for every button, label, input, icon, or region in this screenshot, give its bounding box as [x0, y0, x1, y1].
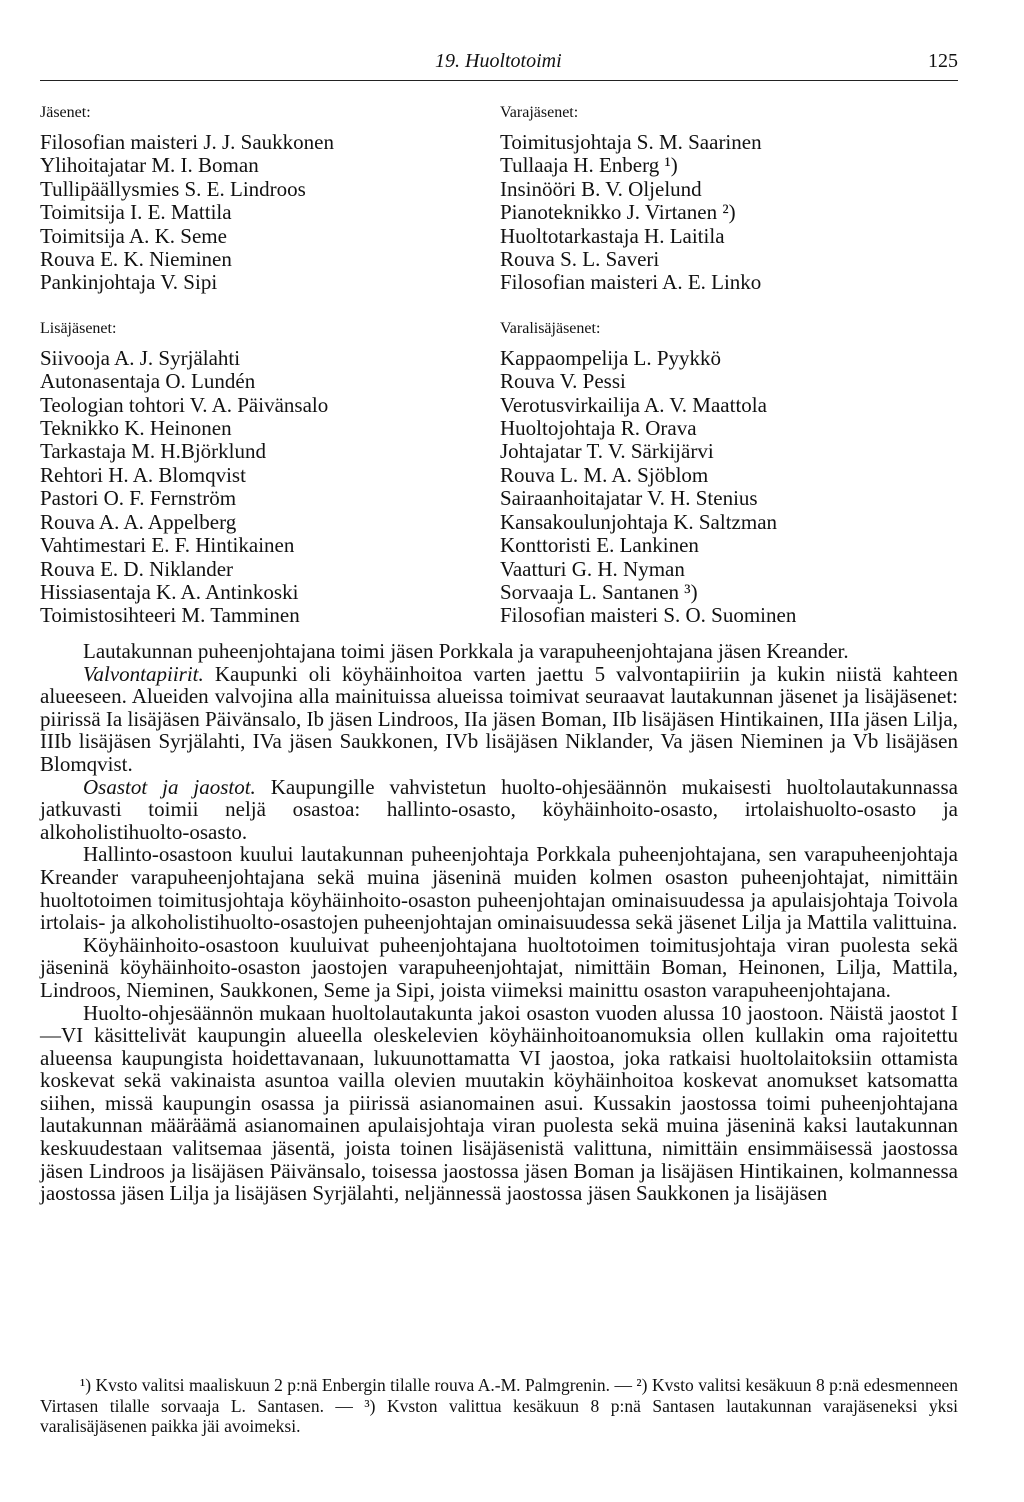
list-item: Teologian tohtori V. A. Päivänsalo [40, 392, 329, 417]
list-item: Pianoteknikko J. Virtanen ²) [500, 200, 736, 225]
list-item: Sorvaaja L. Santanen ³) [500, 579, 698, 604]
list-item: Tullipäällysmies S. E. Lindroos [40, 176, 306, 201]
paragraph: Köyhäinhoito-osastoon kuuluivat puheenjohtajana huoltotoimen toimitusjohtaja viran puolesta sekä jäseninä köyhäinhoito-osaston jaostojen varapuheenjohtajat, nimittäin Boman, Heinonen, Lilja, Mattila, Lindroos, Nieminen, Saukkonen, Seme ja Sipi, joista viimeksi mainittu osaston varapuheenjohtajana. [40, 932, 958, 1002]
list-item: Filosofian maisteri A. E. Linko [500, 270, 762, 295]
list-item: Rouva S. L. Saveri [500, 247, 660, 272]
list-item: Tarkastaja M. H.Björklund [40, 439, 266, 464]
list-item: Rouva E. D. Niklander [40, 556, 234, 581]
list-item: Tullaaja H. Enberg ¹) [500, 153, 678, 178]
list-item: Huoltojohtaja R. Orava [500, 416, 697, 441]
deputy-members-heading: Varajäsenet: [500, 104, 579, 121]
footnote-text: ¹) Kvsto valitsi maaliskuun 2 p:nä Enbergin tilalle rouva A.-M. Palmgrenin. — ²) Kvsto valitsi kesäkuun 8 p:nä edesmenneen Virtasen tilalle sorvaaja L. Santasen. — ³) Kvston valittua kesäkuun 8 p:nä Santasen lautakunnan varajäseneksi yksi varalisäjäsenen paikka jäi avoimeksi. [40, 1375, 958, 1436]
paragraph: Huolto-ohjesäännön mukaan huoltolautakunta jakoi osaston vuoden alussa 10 jaostoon. Näistä jaostot I—VI käsittelivät kaupungin alueella oleskelevien köyhäinhoitoanomuksia ollen kullakin oma rajoitettu alueensa kaupungista hoidettavanaan, lukuunottamatta VI jaostoa, joka ratkaisi huoltolaitoksiin ottamista koskevat sekä vakinaista asuntoa vailla olevien muutakin köyhäinhoitoa koskevat anomukset katsomatta siihen, missä kaupungin osassa ja piirissä asianomainen asui. Kussakin jaostossa toimi puheenjohtajana lautakunnan määräämä asianomainen apulaisjohtaja viran puolesta sekä muina jäseninä kaksi lautakunnan keskuudestaan valitsemaa jäsentä, joista toinen lisäjäsenistä valittuna, nimittäin ensimmäisessä jaostossa jäsen Lindroos ja lisäjäsen Päivänsalo, toisessa jaostossa jäsen Boman ja lisäjäsen Hintikainen, kolmannessa jaostossa jäsen Lilja ja lisäjäsen Syrjälahti, neljännessä jaostossa jäsen Saukkonen ja lisäjäsen [40, 1000, 958, 1206]
additional-members-heading: Lisäjäsenet: [40, 319, 117, 337]
list-item: Vahtimestari E. F. Hintikainen [40, 533, 295, 558]
list-item: Ylihoitajatar M. I. Boman [40, 153, 259, 178]
list-item: Filosofian maisteri S. O. Suominen [500, 603, 797, 628]
list-item: Filosofian maisteri J. J. Saukkonen [40, 130, 334, 154]
list-item: Pankinjohtaja V. Sipi [40, 270, 218, 295]
list-item: Rouva L. M. A. Sjöblom [500, 462, 709, 487]
list-item: Pastori O. F. Fernström [40, 486, 237, 511]
paragraph [40, 663, 958, 776]
list-item: Sairaanhoitajatar V. H. Stenius [500, 486, 758, 511]
paragraph: Hallinto-osastoon kuului lautakunnan puheenjohtaja Porkkala puheenjohtajana, sen varapuheenjohtaja Kreander varapuheenjohtajana sekä muina jäseninä muiden kolmen osaston puheenjohtajat, nimittäin huoltotoimen toimitusjohtaja köyhäinhoito-osaston puheenjohtajan ominaisuudessa ja apulaisjohtaja Toivola irtolais- ja alkoholistihuolto-osastojen puheenjohtajan ominaisuudessa sekä jäsenet Lilja ja Mattila valittuina. [40, 842, 958, 935]
page-header [40, 50, 958, 81]
footnotes [40, 1375, 958, 1437]
list-item: Rouva E. K. Nieminen [40, 247, 232, 272]
list-item: Hissiasentaja K. A. Antinkoski [40, 579, 299, 604]
paragraph: Lautakunnan puheenjohtajana toimi jäsen Porkkala ja varapuheenjohtajana jäsen Kreander. [83, 639, 849, 663]
list-item: Kansakoulunjohtaja K. Saltzman [500, 509, 778, 534]
list-item: Autonasentaja O. Lundén [40, 369, 256, 394]
list-item: Toimitsija A. K. Seme [40, 223, 227, 248]
list-item: Huoltotarkastaja H. Laitila [500, 223, 725, 248]
list-item: Teknikko K. Heinonen [40, 416, 232, 441]
page-number: 125 [928, 50, 958, 72]
list-item: Toimitusjohtaja S. M. Saarinen [500, 130, 762, 154]
body-text [40, 640, 958, 1205]
section-lead: Osastot ja jaostot. [83, 774, 256, 799]
section-lead: Valvontapiirit. [83, 661, 204, 686]
list-item: Rouva A. A. Appelberg [40, 509, 237, 534]
list-item: Rouva V. Pessi [500, 369, 626, 394]
list-item: Johtajatar T. V. Särkijärvi [500, 439, 714, 464]
members-heading: Jäsenet: [40, 104, 91, 121]
list-item: Toimitsija I. E. Mattila [40, 200, 232, 225]
running-title: 19. Huoltotoimi [435, 50, 562, 72]
list-item: Konttoristi E. Lankinen [500, 533, 699, 558]
right-column [500, 103, 940, 628]
list-item: Insinööri B. V. Oljelund [500, 176, 702, 201]
left-column [40, 103, 460, 628]
list-item: Rehtori H. A. Blomqvist [40, 462, 246, 487]
list-item: Siivooja A. J. Syrjälahti [40, 345, 241, 370]
list-item: Kappaompelija L. Pyykkö [500, 345, 722, 370]
deputy-additional-members-heading: Varalisäjäsenet: [500, 319, 601, 337]
list-item: Toimistosihteeri M. Tamminen [40, 603, 300, 628]
list-item: Vaatturi G. H. Nyman [500, 556, 685, 581]
paragraph-text: Kaupunki oli köyhäinhoitoa varten jaettu 5 valvontapiiriin ja kukin niistä kahteen alueeseen. Alueiden valvojina alla mainituissa alueissa toimivat seuraavat lautakunnan jäsenet ja lisäjäsenet: piirissä Ia lisäjäsen Päivänsalo, Ib jäsen Lindroos, IIa jäsen Boman, IIb lisäjäsen Hintikainen, IIIa jäsen Lilja, IIIb lisäjäsen Syrjälahti, IVa jäsen Saukkonen, IVb lisäjäsen Niklander, Va jäsen Nieminen ja Vb lisäjäsen Blomqvist. [40, 661, 958, 776]
paragraph-text: Kaupungille vahvistetun huolto-ohjesäännön mukaisesti huoltolautakunnassa jatkuvasti toimii neljä osastoa: hallinto-osasto, köyhäinhoito-osasto, irtolaishuolto-osasto ja alkoholistihuolto-osasto. [40, 774, 958, 844]
paragraph [40, 776, 958, 844]
list-item: Verotusvirkailija A. V. Maattola [500, 392, 767, 417]
